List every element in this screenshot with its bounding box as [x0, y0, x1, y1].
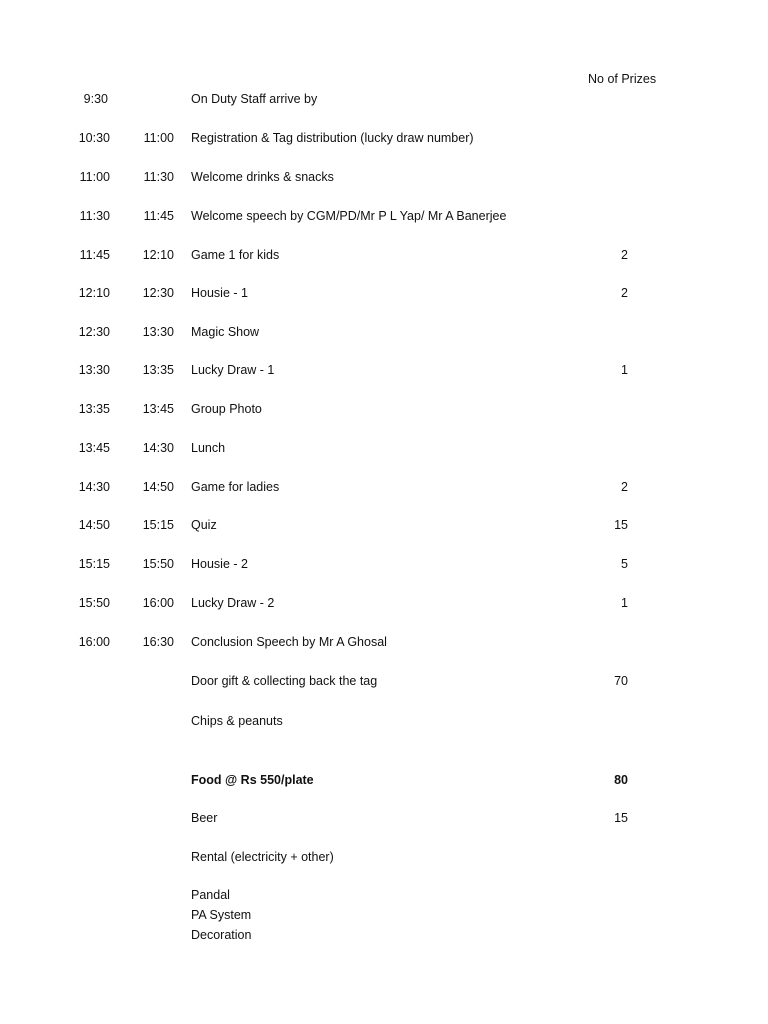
cost-qty: 80 [614, 773, 628, 787]
start-time: 13:30 [78, 363, 110, 377]
end-time: 12:30 [142, 286, 174, 300]
activity: Welcome speech by CGM/PD/Mr P L Yap/ Mr A Banerjee [191, 209, 507, 223]
start-time: 9:30 [83, 92, 108, 106]
activity: Housie - 2 [191, 557, 248, 571]
end-time: 14:50 [142, 480, 174, 494]
schedule-row [0, 401, 768, 417]
schedule-row [0, 208, 768, 224]
schedule-row [0, 91, 768, 107]
activity: Housie - 1 [191, 286, 248, 300]
rental-item [0, 907, 768, 923]
schedule-row [0, 247, 768, 263]
schedule-row [0, 130, 768, 146]
activity: Lucky Draw - 1 [191, 363, 275, 377]
activity: Group Photo [191, 402, 262, 416]
start-time: 13:45 [78, 441, 110, 455]
schedule-row [0, 362, 768, 378]
cost-row [0, 810, 768, 826]
schedule-row [0, 440, 768, 456]
activity: Lucky Draw - 2 [191, 596, 275, 610]
start-time: 12:30 [78, 325, 110, 339]
schedule-row [0, 169, 768, 185]
rental-item [0, 927, 768, 943]
end-time: 12:10 [142, 248, 174, 262]
start-time: 15:50 [78, 596, 110, 610]
end-time: 11:30 [143, 170, 174, 184]
prize-count: 5 [621, 557, 628, 571]
start-time: 12:10 [78, 286, 110, 300]
rental-item-label: Pandal [191, 888, 230, 902]
start-time: 10:30 [78, 131, 110, 145]
extras-row [0, 713, 768, 729]
cost-item: Beer [191, 811, 218, 825]
end-time: 13:30 [142, 325, 174, 339]
schedule-row [0, 634, 768, 650]
activity: Magic Show [191, 325, 260, 339]
prize-count: 1 [621, 596, 628, 610]
end-time: 15:15 [142, 518, 174, 532]
extras-row [0, 673, 768, 689]
cost-qty: 15 [614, 811, 628, 825]
start-time: 14:50 [78, 518, 110, 532]
rental-item-label: PA System [191, 908, 252, 922]
end-time: 11:45 [143, 209, 174, 223]
activity: Registration & Tag distribution (lucky draw number) [191, 131, 474, 145]
rental-item-label: Decoration [191, 928, 252, 942]
schedule-row [0, 556, 768, 572]
activity: Game for ladies [191, 480, 280, 494]
end-time: 16:30 [142, 635, 174, 649]
activity: Door gift & collecting back the tag [191, 674, 378, 688]
activity: Chips & peanuts [191, 714, 283, 728]
start-time: 16:00 [78, 635, 110, 649]
activity: Game 1 for kids [191, 248, 280, 262]
end-time: 11:00 [143, 131, 174, 145]
rental-item [0, 887, 768, 903]
start-time: 11:00 [79, 170, 110, 184]
start-time: 14:30 [78, 480, 110, 494]
schedule-row [0, 285, 768, 301]
prize-count: 15 [614, 518, 628, 532]
schedule-row [0, 517, 768, 533]
schedule-row [0, 324, 768, 340]
start-time: 11:45 [79, 248, 110, 262]
prize-count: 2 [621, 286, 628, 300]
prize-count: 1 [621, 363, 628, 377]
end-time: 15:50 [142, 557, 174, 571]
activity: Welcome drinks & snacks [191, 170, 334, 184]
prize-count: 2 [621, 248, 628, 262]
activity: Lunch [191, 441, 226, 455]
schedule-row [0, 595, 768, 611]
activity: On Duty Staff arrive by [191, 92, 318, 106]
activity: Conclusion Speech by Mr A Ghosal [191, 635, 387, 649]
schedule-row [0, 479, 768, 495]
prize-count: 2 [621, 480, 628, 494]
end-time: 13:35 [142, 363, 174, 377]
start-time: 13:35 [78, 402, 110, 416]
start-time: 15:15 [78, 557, 110, 571]
prize-count: 70 [614, 674, 628, 688]
activity: Quiz [191, 518, 217, 532]
end-time: 14:30 [142, 441, 174, 455]
start-time: 11:30 [79, 209, 110, 223]
cost-row [0, 849, 768, 865]
cost-item: Rental (electricity + other) [191, 850, 334, 864]
prizes-column-header: No of Prizes [588, 72, 657, 86]
cost-item: Food @ Rs 550/plate [191, 773, 314, 787]
end-time: 13:45 [142, 402, 174, 416]
end-time: 16:00 [142, 596, 174, 610]
cost-row [0, 772, 768, 788]
